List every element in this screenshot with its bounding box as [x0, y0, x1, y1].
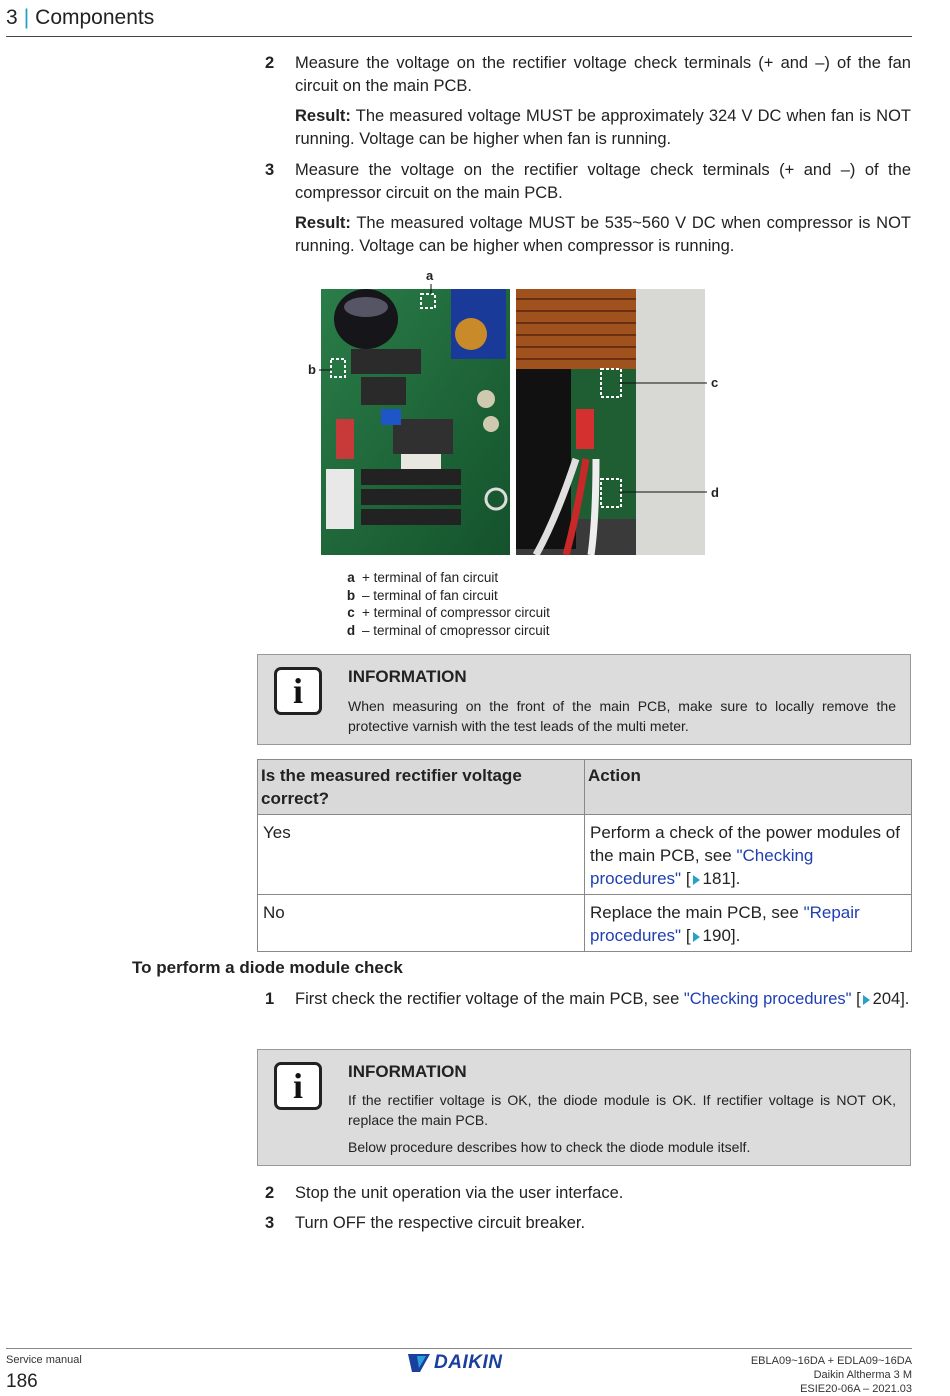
- callout-a: a: [426, 268, 434, 283]
- action-text: Perform a check of the power modules of the main PCB, see: [590, 823, 900, 865]
- checking-procedures-link[interactable]: "Checking procedures": [590, 846, 814, 888]
- step-number: 2: [265, 54, 275, 72]
- info-icon: i: [274, 1062, 322, 1110]
- information-title: INFORMATION: [348, 667, 467, 686]
- table-cell-answer: No: [258, 895, 585, 952]
- step-text: Measure the voltage on the rectifier voltage check terminals (+ and –) of the fan circuit on the main PCB.: [295, 54, 911, 95]
- callout-d: d: [711, 485, 719, 500]
- header-separator: |: [23, 6, 30, 29]
- page-number: 186: [6, 1371, 38, 1392]
- information-box: [257, 1049, 911, 1166]
- bracket-close: ].: [730, 869, 741, 888]
- table-header-row: [258, 760, 912, 815]
- legend-key: d: [346, 623, 356, 639]
- legend-key: a: [347, 570, 355, 585]
- checking-procedures-link[interactable]: "Checking procedures": [683, 990, 852, 1008]
- step-result: [295, 212, 911, 258]
- bracket-close: ].: [900, 990, 910, 1008]
- bracket-open: [: [681, 869, 691, 888]
- step-3-compressor: [265, 159, 911, 258]
- step-text: Stop the unit operation via the user interface.: [295, 1184, 624, 1202]
- legend-item: [340, 587, 550, 605]
- result-text: The measured voltage MUST be 535~560 V DC when compressor is NOT running. Voltage can be higher when compressor is running.: [295, 214, 911, 255]
- diode-step-2: [265, 1182, 911, 1205]
- result-label: Result:: [295, 107, 351, 125]
- legend-text: + terminal of fan circuit: [362, 570, 499, 585]
- action-text: Replace the main PCB, see: [590, 903, 804, 922]
- information-paragraph: If the rectifier voltage is OK, the diode module is OK. If rectifier voltage is NOT OK, replace the main PCB.: [348, 1092, 896, 1128]
- table-row: [258, 815, 912, 895]
- bracket-close: ].: [730, 926, 741, 945]
- callout-b: b: [308, 362, 316, 377]
- step-text: Turn OFF the respective circuit breaker.: [295, 1214, 586, 1232]
- information-title: INFORMATION: [348, 1062, 467, 1081]
- step-text-prefix: First check the rectifier voltage of the main PCB, see: [295, 990, 684, 1008]
- information-body: [348, 1090, 896, 1157]
- footer-doc-type: Service manual: [6, 1354, 82, 1366]
- legend-item: [340, 569, 550, 587]
- callout-lines: [300, 270, 730, 510]
- page-ref: 204: [872, 990, 901, 1008]
- repair-procedures-link[interactable]: "Repair procedures": [590, 903, 860, 945]
- footer-models: EBLA09~16DA + EDLA09~16DA: [750, 1355, 912, 1367]
- page-arrow-icon: [693, 932, 700, 942]
- table-header: Is the measured rectifier voltage correct?: [258, 760, 585, 815]
- legend-item: [340, 604, 550, 622]
- bracket-open: [: [851, 990, 861, 1008]
- table-header: Action: [585, 760, 912, 815]
- bracket-open: [: [681, 926, 691, 945]
- decision-table: [257, 759, 912, 952]
- diode-step-1: [265, 988, 911, 1011]
- table-cell-answer: Yes: [258, 815, 585, 895]
- table-row: [258, 895, 912, 952]
- daikin-logo-icon: [408, 1354, 430, 1372]
- table-cell-action: [585, 815, 912, 895]
- legend-key: c: [347, 605, 355, 621]
- page-arrow-icon: [863, 995, 870, 1005]
- footer-model-info: [751, 1354, 912, 1396]
- chapter-number: 3: [6, 6, 18, 29]
- legend-text: – terminal of fan circuit: [362, 587, 498, 603]
- figure-legend: [340, 569, 550, 640]
- section-heading: To perform a diode module check: [132, 958, 403, 977]
- page-ref: 190: [702, 926, 731, 945]
- step-number: 3: [265, 161, 275, 179]
- footer-rule: [6, 1348, 912, 1349]
- information-paragraph: Below procedure describes how to check the diode module itself.: [348, 1139, 751, 1155]
- legend-text: – terminal of cmopressor circuit: [362, 623, 550, 639]
- page-ref: 181: [702, 869, 731, 888]
- result-label: Result:: [295, 214, 351, 232]
- step-text: [295, 988, 911, 1011]
- step-result: [295, 105, 911, 151]
- step-number: 2: [265, 1184, 275, 1202]
- footer-doc-id: ESIE20-06A – 2021.03: [800, 1383, 912, 1395]
- header-rule: [6, 36, 912, 37]
- information-box: [257, 654, 911, 745]
- chapter-title: Components: [35, 6, 155, 29]
- legend-item: [340, 622, 550, 640]
- result-text: The measured voltage MUST be approximately 324 V DC when fan is NOT running. Voltage can be higher when fan is running.: [295, 107, 911, 148]
- page-header: [6, 6, 154, 30]
- legend-text: + terminal of compressor circuit: [362, 605, 550, 621]
- step-2-fan: [265, 52, 911, 151]
- step-number: 1: [265, 990, 275, 1008]
- diode-step-3: [265, 1212, 911, 1235]
- logo-wordmark: DAIKIN: [434, 1352, 503, 1373]
- footer-product: Daikin Altherma 3 M: [813, 1369, 912, 1381]
- info-icon: i: [274, 667, 322, 715]
- legend-key: b: [346, 587, 356, 603]
- daikin-logo: [408, 1352, 502, 1374]
- table-cell-action: [585, 895, 912, 952]
- step-text: Measure the voltage on the rectifier voltage check terminals (+ and –) of the compressor circuit on the main PCB.: [295, 161, 911, 202]
- callout-c: c: [711, 375, 719, 390]
- page-arrow-icon: [693, 875, 700, 885]
- information-body: When measuring on the front of the main PCB, make sure to locally remove the protective varnish with the test leads of the multi meter.: [348, 698, 896, 734]
- step-number: 3: [265, 1214, 275, 1232]
